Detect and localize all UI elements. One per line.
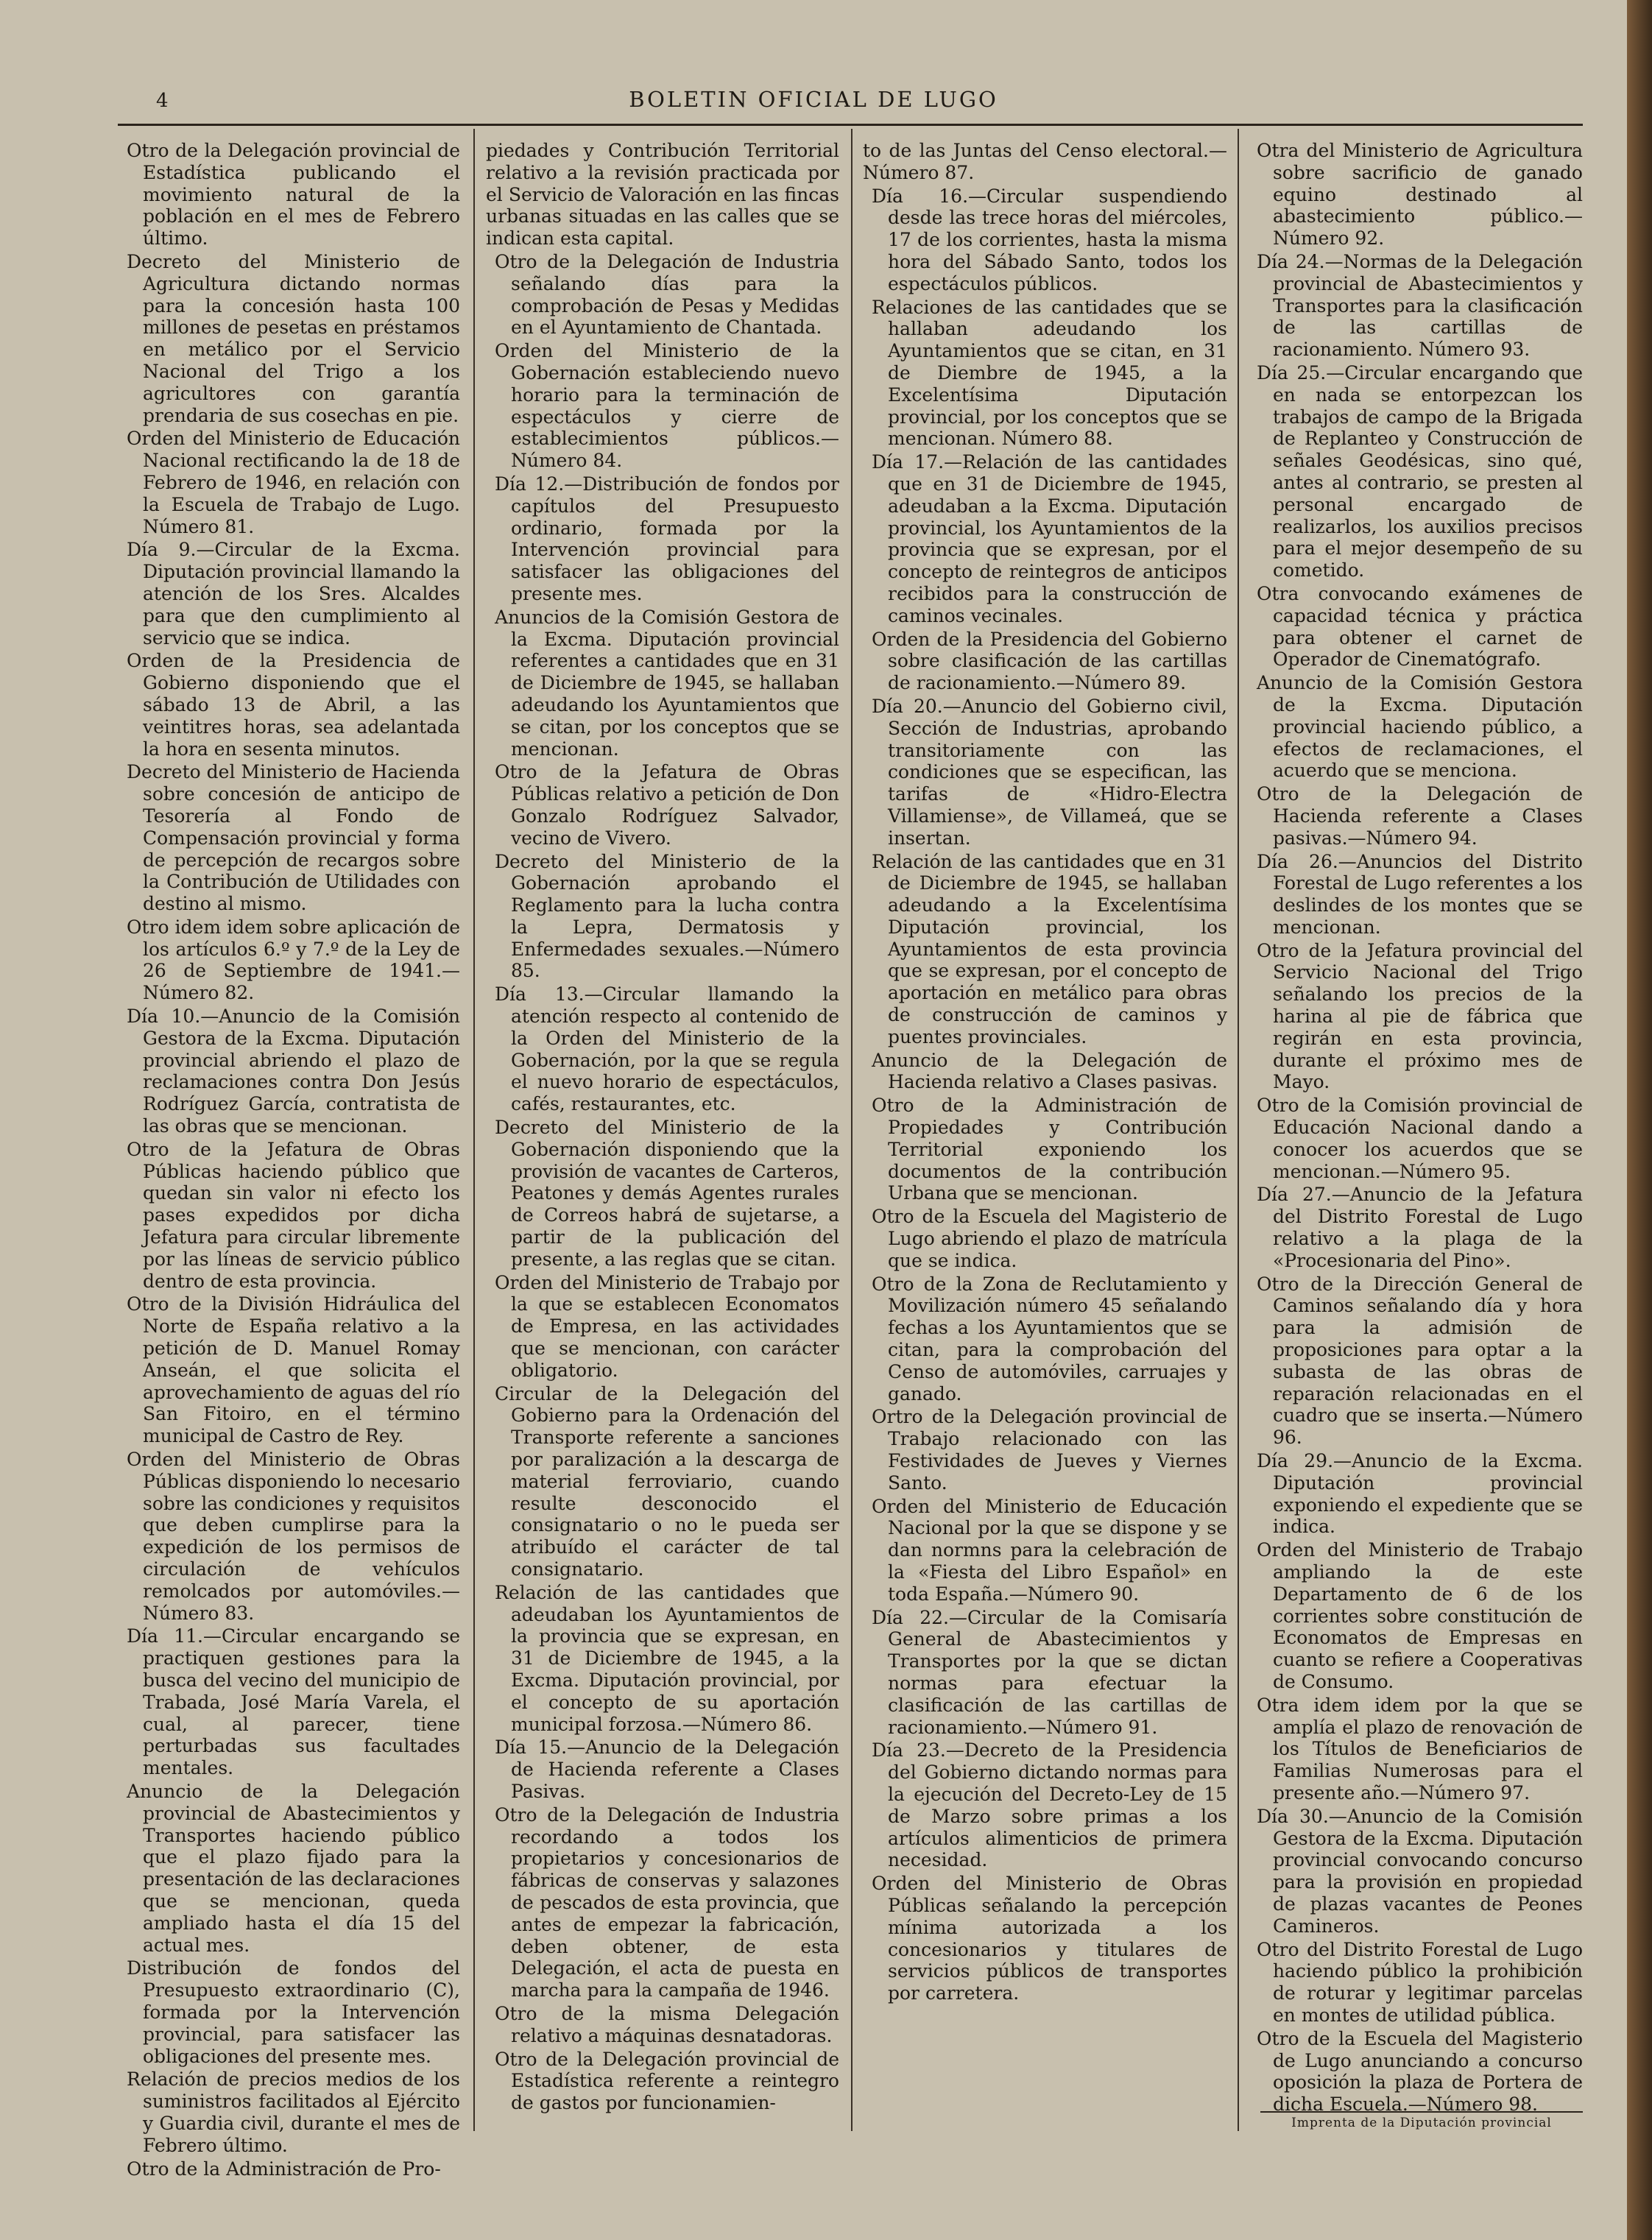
summary-entry: Otra del Ministerio de Agricultura sobre sacrificio de ganado equino destinado al abastecimiento público.—Número 92. bbox=[1257, 140, 1583, 250]
column-1 bbox=[118, 140, 460, 2180]
summary-entry: Ortro de la Delegación provincial de Trabajo relacionado con las Festividades de Jueves y Viernes Santo. bbox=[872, 1406, 1227, 1494]
summary-entry: Decreto del Ministerio de Agricultura dictando normas para la concesión hasta 100 millones de pesetas en préstamos en metálico por el Servicio Nacional del Trigo a los agricultores con garantía prendaria de sus cosechas en pie. bbox=[127, 250, 460, 426]
summary-entry: Decreto del Ministerio de la Gobernación aprobando el Reglamento para la lucha contra la Lepra, Dermatosis y Enfermedades sexuales.—Número 85. bbox=[495, 850, 839, 982]
summary-entry: Relación de las cantidades que adeudaban los Ayuntamientos de la provincia que se expresan, en 31 de Diciembre de 1945, a la Excma. Diputación provincial, por el concepto de su aportación municipal forzosa.—Número 86. bbox=[495, 1581, 839, 1735]
summary-entry: Día 30.—Anuncio de la Comisión Gestora de la Excma. Diputación provincial convocando concurso para la provisión en propiedad de plazas vacantes de Peones Camineros. bbox=[1257, 1805, 1583, 1937]
summary-entry: Día 17.—Relación de las cantidades que en 31 de Diciembre de 1945, adeudaban a la Excma. Diputación provincial, los Ayuntamientos de la provincia que se expresan, por el concepto de reintegros de anticipos recibidos para la construcción de caminos vecinales. bbox=[872, 451, 1227, 626]
summary-entry: Otro de la Zona de Reclutamiento y Movilización número 45 señalando fechas a los Ayuntamientos que se citan, para la comprobación del Censo de automóviles, carruajes y ganado. bbox=[872, 1273, 1227, 1405]
column-3 bbox=[863, 140, 1227, 2142]
summary-entry: Relación de precios medios de los suministros facilitados al Ejército y Guardia civil, durante el mes de Febrero último. bbox=[127, 2068, 460, 2156]
summary-entry: Decreto del Ministerio de Hacienda sobre concesión de anticipo de Tesorería al Fondo de Compensación provincial y forma de percepción de recargos sobre la Contribución de Utilidades con destino al mismo. bbox=[127, 761, 460, 915]
summary-entry: Día 16.—Circular suspendiendo desde las trece horas del miércoles, 17 de los corrientes, hasta la misma hora del Sábado Santo, todos los espectáculos públicos. bbox=[872, 185, 1227, 294]
summary-entry: Anuncio de la Delegación de Hacienda relativo a Clases pasivas. bbox=[872, 1049, 1227, 1093]
page-number: 4 bbox=[156, 90, 169, 112]
column-4 bbox=[1248, 140, 1583, 2142]
summary-entry: Orden de la Presidencia de Gobierno disponiendo que el sábado 13 de Abril, a las veintitres horas, sea adelantada la hora en sesenta minutos. bbox=[127, 650, 460, 760]
summary-entry: Otra idem idem por la que se amplía el plazo de renovación de los Títulos de Beneficiarios de Familias Numerosas para el presente año.—Número 97. bbox=[1257, 1694, 1583, 1803]
column-divider bbox=[473, 129, 475, 2131]
summary-entry: Día 25.—Circular encargando que en nada se entorpezcan los trabajos de campo de la Brigada de Replanteo y Construcción de señales Geodésicas, sino qué, antes al contrario, se presten al personal encargado de realizarlos, los auxilios precisos para el mejor desempeño de su cometido. bbox=[1257, 361, 1583, 582]
summary-entry: Día 23.—Decreto de la Presidencia del Gobierno dictando normas para la ejecución del Decreto-Ley de 15 de Marzo sobre primas a los artículos alimenticios de primera necesidad. bbox=[872, 1739, 1227, 1871]
summary-entry: Otro de la Comisión provincial de Educación Nacional dando a conocer los acuerdos que se mencionan.—Número 95. bbox=[1257, 1095, 1583, 1182]
column-divider bbox=[851, 129, 853, 2131]
summary-entry: Día 24.—Normas de la Delegación provincial de Abastecimientos y Transportes para la clasificación de las cartillas de racionamiento. Número 93. bbox=[1257, 250, 1583, 361]
summary-entry: Otro de la Jefatura provincial del Servicio Nacional del Trigo señalando los precios de la harina al pie de fábrica que regirán en esta provincia, durante el próximo mes de Mayo. bbox=[1257, 939, 1583, 1093]
summary-entry: Orden de la Presidencia del Gobierno sobre clasificación de las cartillas de racionamiento.—Número 89. bbox=[872, 628, 1227, 694]
summary-entry: Otra convocando exámenes de capacidad técnica y práctica para obtener el carnet de Operador de Cinematógrafo. bbox=[1257, 582, 1583, 671]
summary-entry: Otro de la Delegación de Industria recordando a todos los propietarios y concesionarios de fábricas de conservas y salazones de pescados de esta provincia, que antes de empezar la fabricación, deben obtener, de esta Delegación, el acta de puesta en marcha para la campaña de 1946. bbox=[495, 1803, 839, 2001]
summary-entry: Otro de la Escuela del Magisterio de Lugo abriendo el plazo de matrícula que se indica. bbox=[872, 1206, 1227, 1271]
summary-entry: Otro del Distrito Forestal de Lugo haciendo público la prohibición de roturar y legitimar parcelas en montes de utilidad pública. bbox=[1257, 1938, 1583, 2026]
summary-entry: Orden del Ministerio de Trabajo ampliando la de este Departamento de 6 de los corrientes sobre constitución de Economatos de Empresas en cuanto se refiere a Cooperativas de Consumo. bbox=[1257, 1539, 1583, 1692]
summary-entry: Día 26.—Anuncios del Distrito Forestal de Lugo referentes a los deslindes de los montes que se mencionan. bbox=[1257, 850, 1583, 938]
summary-entry: Anuncio de la Delegación provincial de Abastecimientos y Transportes haciendo público que el plazo fijado para la presentación de las declaraciones que se mencionan, queda ampliado hasta el día 15 del actual mes. bbox=[127, 1780, 460, 1956]
printer-imprint: Imprenta de la Diputación provincial bbox=[1291, 2116, 1552, 2130]
summary-entry: Otro idem idem sobre aplicación de los artículos 6.º y 7.º de la Ley de 26 de Septiembre de 1941.—Número 82. bbox=[127, 916, 460, 1004]
summary-entry: Otro de la Administración de Propiedades y Contribución Territorial exponiendo los documentos de la contribución Urbana que se mencionan. bbox=[872, 1095, 1227, 1204]
header-rule bbox=[118, 124, 1583, 126]
summary-entry: Día 13.—Circular llamando la atención respecto al contenido de la Orden del Ministerio de la Gobernación, por la que se regula el nuevo horario de espectáculos, cafés, restaurantes, etc. bbox=[495, 983, 839, 1115]
column-divider bbox=[1238, 129, 1239, 2131]
summary-entry: Otro de la Delegación provincial de Estadística referente a reintegro de gastos por funcionamien- bbox=[495, 2048, 839, 2114]
column-2 bbox=[486, 140, 839, 2142]
summary-entry: Día 22.—Circular de la Comisaría General de Abastecimientos y Transportes por la que se dictan normas para efectuar la clasificación de las cartillas de racionamiento.—Número 91. bbox=[872, 1606, 1227, 1738]
summary-entry: Día 20.—Anuncio del Gobierno civil, Sección de Industrias, aprobando transitoriamente con las condiciones que se especifican, las tarifas de «Hidro-Electra Villamiense», de Villameá, que se insertan. bbox=[872, 695, 1227, 849]
summary-entry: Circular de la Delegación del Gobierno para la Ordenación del Transporte referente a sanciones por paralización a la descarga de material ferroviario, cuando resulte desconocido el consignatario o no le pueda ser atribuído el carácter de tal consignatario. bbox=[495, 1382, 839, 1580]
summary-entry: Relación de las cantidades que en 31 de Diciembre de 1945, se hallaban adeudando a la Excelentísima Diputación provincial, los Ayuntamientos de esta provincia que se expresan, por el concepto de aportación en metálico para obras de construcción de caminos y puentes provinciales. bbox=[872, 850, 1227, 1047]
summary-entry: Orden del Ministerio de Obras Públicas señalando la percepción mínima autorizada a los concesionarios y titulares de servicios públicos de transportes por carretera. bbox=[872, 1873, 1227, 2004]
summary-entry: Orden del Ministerio de Educación Nacional por la que se dispone y se dan normns para la celebración de la «Fiesta del Libro Español» en toda España.—Número 90. bbox=[872, 1495, 1227, 1605]
summary-entry: Otro de la Administración de Pro- bbox=[127, 2158, 441, 2180]
summary-entry: Relaciones de las cantidades que se hallaban adeudando los Ayuntamientos que se citan, en 31 de Diembre de 1945, a la Excelentísima Diputación provincial, por los conceptos que se mencionan. Número 88. bbox=[872, 296, 1227, 450]
summary-entry: Día 10.—Anuncio de la Comisión Gestora de la Excma. Diputación provincial abriendo el plazo de reclamaciones contra Don Jesús Rodríguez García, contratista de las obras que se mencionan. bbox=[127, 1006, 460, 1137]
summary-entry: Otro de la Jefatura de Obras Públicas haciendo público que quedan sin valor ni efecto los pases expedidos por dicha Jefatura para circular libremente por las líneas de servicio público dentro de esta provincia. bbox=[127, 1138, 460, 1292]
summary-entry: Otro de la Escuela del Magisterio de Lugo anunciando a concurso oposición la plaza de Portera de dicha Escuela.—Número 98. bbox=[1257, 2027, 1583, 2116]
footer-rule bbox=[1260, 2111, 1583, 2113]
running-head-title: BOLETIN OFICIAL DE LUGO bbox=[629, 87, 998, 112]
summary-entry: Día 12.—Distribución de fondos por capítulos del Presupuesto ordinario, formada por la Intervención provincial para satisfacer las obligaciones del presente mes. bbox=[495, 473, 839, 604]
summary-entry: Otro de la División Hidráulica del Norte de España relativo a la petición de D. Manuel Romay Anseán, el que solicita el aprovechamiento de aguas del río San Fitoiro, en el término municipal de Castro de Rey. bbox=[127, 1293, 460, 1447]
summary-entry: Otro de la Dirección General de Caminos señalando día y hora para la admisión de proposiciones para optar a la subasta de las obras de reparación relacionadas en el cuadro que se inserta.—Número 96. bbox=[1257, 1273, 1583, 1449]
summary-entry: Orden del Ministerio de Educación Nacional rectificando la de 18 de Febrero de 1946, en relación con la Escuela de Trabajo de Lugo. Número 81. bbox=[127, 428, 460, 537]
summary-entry: Otro de la Delegación de Hacienda referente a Clases pasivas.—Número 94. bbox=[1257, 783, 1583, 849]
summary-entry: piedades y Contribución Territorial relativo a la revisión practicada por el Servicio de Valoración en las fincas urbanas situadas en las calles que se indican esta capital. bbox=[486, 140, 839, 250]
summary-entry: Otro de la Delegación provincial de Estadística publicando el movimiento natural de la población en el mes de Febrero último. bbox=[127, 140, 460, 250]
summary-entry: Otro de la misma Delegación relativo a máquinas desnatadoras. bbox=[495, 2002, 839, 2046]
summary-entry: Otro de la Jefatura de Obras Públicas relativo a petición de Don Gonzalo Rodríguez Salvador, vecino de Vivero. bbox=[495, 761, 839, 849]
book-spine bbox=[1627, 0, 1652, 2240]
summary-entry: Anuncios de la Comisión Gestora de la Excma. Diputación provincial referentes a cantidades que en 31 de Diciembre de 1945, se hallaban adeudando los Ayuntamientos que se citan, por los conceptos que se mencionan. bbox=[495, 606, 839, 760]
summary-entry: Día 15.—Anuncio de la Delegación de Hacienda referente a Clases Pasivas. bbox=[495, 1736, 839, 1802]
summary-entry: Orden del Ministerio de la Gobernación estableciendo nuevo horario para la terminación de espectáculos y cierre de establecimientos públicos.—Número 84. bbox=[495, 340, 839, 472]
summary-entry: to de las Juntas del Censo electoral.—Número 87. bbox=[863, 140, 1227, 183]
summary-entry: Decreto del Ministerio de la Gobernación disponiendo que la provisión de vacantes de Carteros, Peatones y demás Agentes rurales de Correos habrá de sujetarse, a partir de la publicación del presente, a las reglas que se citan. bbox=[495, 1117, 839, 1270]
summary-entry: Distribución de fondos del Presupuesto extraordinario (C), formada por la Intervención provincial, para satisfacer las obligaciones del presente mes. bbox=[127, 1957, 460, 2067]
summary-entry: Día 27.—Anuncio de la Jefatura del Distrito Forestal de Lugo relativo a la plaga de la «Procesionaria del Pino». bbox=[1257, 1184, 1583, 1271]
summary-entry: Día 11.—Circular encargando se practiquen gestiones para la busca del vecino del municipio de Trabada, José María Varela, el cual, al parecer, tiene perturbadas sus facultades mentales. bbox=[127, 1625, 460, 1779]
summary-entry: Día 29.—Anuncio de la Excma. Diputación provincial exponiendo el expediente que se indica. bbox=[1257, 1450, 1583, 1538]
summary-entry: Anuncio de la Comisión Gestora de la Excma. Diputación provincial haciendo público, a efectos de reclamaciones, el acuerdo que se menciona. bbox=[1257, 672, 1583, 782]
summary-entry: Otro de la Delegación de Industria señalando días para la comprobación de Pesas y Medidas en el Ayuntamiento de Chantada. bbox=[495, 250, 839, 339]
summary-entry: Orden del Ministerio de Obras Públicas disponiendo lo necesario sobre las condiciones y requisitos que deben cumplirse para la expedición de los permisos de circulación de vehículos remolcados por automóviles.—Número 83. bbox=[127, 1449, 460, 1624]
summary-entry: Día 9.—Circular de la Excma. Diputación provincial llamando la atención de los Sres. Alcaldes para que den cumplimiento al servicio que se indica. bbox=[127, 539, 460, 649]
summary-entry: Orden del Ministerio de Trabajo por la que se establecen Economatos de Empresa, en las actividades que se mencionan, con carácter obligatorio. bbox=[495, 1271, 839, 1381]
